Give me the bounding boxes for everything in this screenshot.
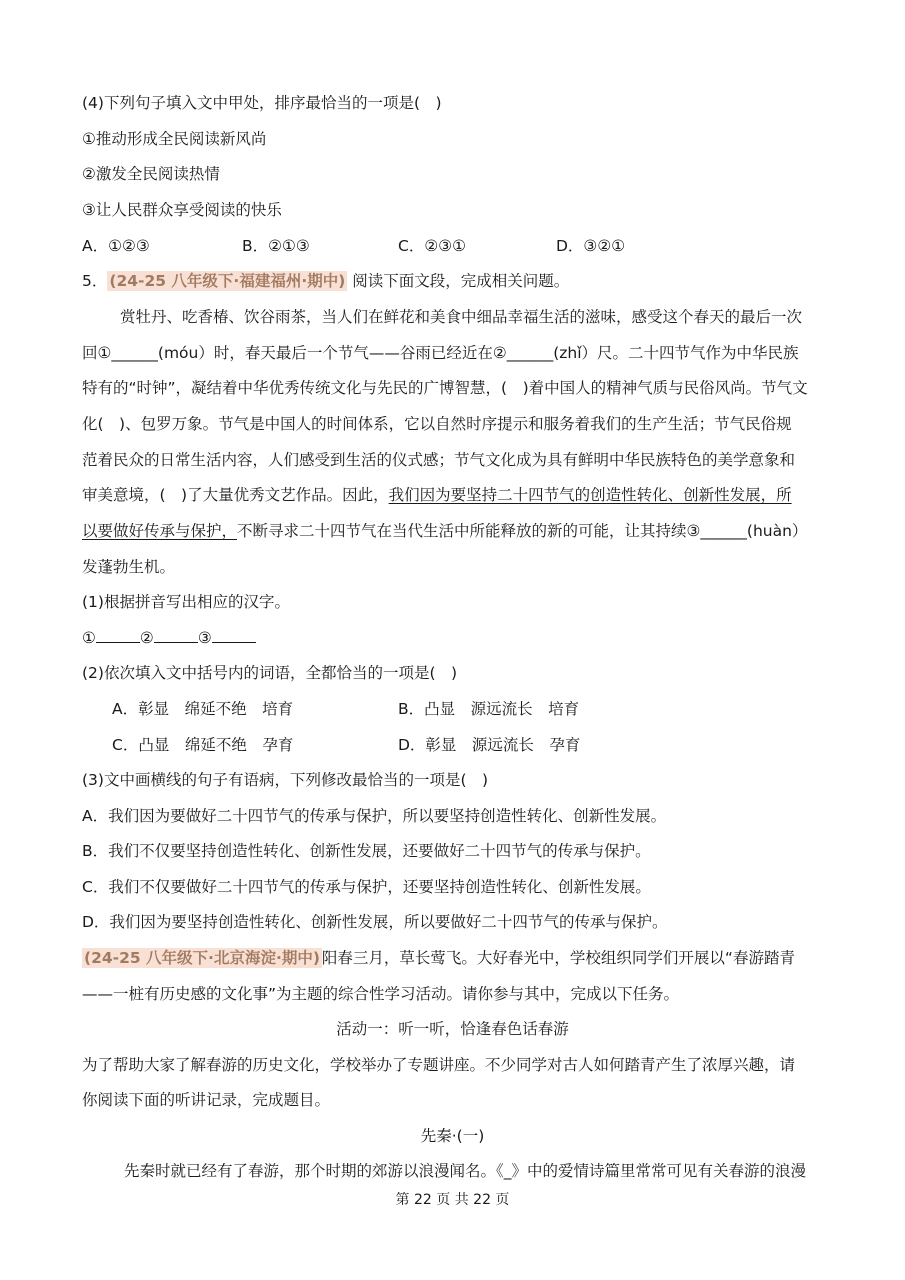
q4-option-c: C．②③①	[398, 237, 467, 255]
page-footer: 第 22 页 共 22 页	[395, 1192, 510, 1208]
q5-passage-line-8: 发蓬勃生机。	[82, 558, 176, 576]
q4-option-a: A．①②③	[82, 237, 150, 255]
q5-passage-line-2: 回①______(móu）时，春天最后一个节气——谷雨已经近在②______(zhǐ）尺。二十四节气作为中华民族	[82, 344, 799, 362]
q5-passage-line-7-text: 不断寻求二十四节气在当代生活中所能释放的新的可能，让其持续③______(huàn）	[237, 522, 808, 540]
answer-blank-1[interactable]	[96, 628, 140, 643]
q5-sub3-option-c: C．我们不仅要做好二十四节气的传承与保护，还要坚持创造性转化、创新性发展。	[82, 878, 651, 896]
underlined-sentence-part-1: 我们因为要坚持二十四节气的创造性转化、创新性发展，所	[388, 486, 792, 504]
q4-stem: (4)下列句子填入文中甲处，排序最恰当的一项是( )	[82, 94, 442, 112]
q5-passage-line-3: 特有的“时钟”，凝结着中华优秀传统文化与先民的广博智慧，( )着中国人的精神气质与民俗风尚。节气文	[82, 379, 808, 397]
q5-sub2-option-a: A．彰显 绵延不绝 培育	[112, 700, 294, 718]
activity-text-line-1: 为了帮助大家了解春游的历史文化，学校举办了专题讲座。不少同学对古人如何踏青产生了浓厚兴趣，请	[82, 1056, 796, 1074]
blank-3-mark: ③	[197, 629, 212, 647]
q4-item-2: ②激发全民阅读热情	[82, 165, 220, 183]
answer-blank-2[interactable]	[154, 628, 198, 643]
q5-passage-line-7	[82, 520, 807, 542]
q6-intro-text-1: 阳春三月，草长莺飞。大好春光中，学校组织同学们开展以“春游踏青	[321, 949, 795, 967]
activity-title: 活动一：听一听，恰逢春色话春游	[336, 1020, 569, 1038]
q4-item-1: ①推动形成全民阅读新风尚	[82, 130, 267, 148]
q5-passage-line-5: 范着民众的日常生活内容，人们感受到生活的仪式感；节气文化成为具有鲜明中华民族特色的美学意象和	[82, 451, 796, 469]
q4-option-d: D．③②①	[556, 237, 626, 255]
blank-2-mark: ②	[139, 629, 154, 647]
q5-header	[82, 270, 569, 292]
activity-text-line-2: 你阅读下面的听讲记录，完成题目。	[82, 1091, 331, 1109]
q6-source-tag: (24-25 八年级下·北京海淀·期中)	[84, 949, 320, 967]
q5-sub3-option-b: B．我们不仅要坚持创造性转化、创新性发展，还要做好二十四节气的传承与保护。	[82, 842, 651, 860]
q5-sub2-option-b: B．凸显 源远流长 培育	[398, 700, 580, 718]
q5-sub3-option-a: A．我们因为要做好二十四节气的传承与保护，所以要坚持创造性转化、创新性发展。	[82, 807, 667, 825]
q5-passage-line-6-text: 审美意境，( )了大量优秀文艺作品。因此，	[82, 486, 389, 504]
answer-blank-3[interactable]	[212, 628, 256, 643]
q5-number: 5．	[82, 272, 108, 290]
q6-intro-line-1	[82, 947, 795, 969]
q5-source-tag: (24-25 八年级下·福建福州·期中)	[109, 272, 346, 290]
q5-sub2-option-d: D．彰显 源远流长 孕育	[398, 736, 581, 754]
q5-sub3-option-d: D．我们因为要坚持创造性转化、创新性发展，所以要做好二十四节气的传承与保护。	[82, 913, 668, 931]
q6-intro-line-2: ——一桩有历史感的文化事”为主题的综合性学习活动。请你参与其中，完成以下任务。	[82, 985, 680, 1003]
section-title: 先秦·(一)	[420, 1127, 485, 1145]
q5-sub1-stem: (1)根据拼音写出相应的汉字。	[82, 593, 290, 611]
q5-sub2-stem: (2)依次填入文中括号内的词语，全都恰当的一项是( )	[82, 664, 458, 682]
q5-sub3-stem: (3)文中画横线的句子有语病，下列修改最恰当的一项是( )	[82, 771, 489, 789]
q5-instruction: 阅读下面文段，完成相关问题。	[352, 272, 570, 290]
q5-passage-line-4: 化( )、包罗万象。节气是中国人的时间体系，它以自然时序提示和服务着我们的生产生活；节气民俗规	[82, 415, 792, 433]
q5-passage-line-6	[82, 484, 792, 506]
underlined-sentence-part-2: 以要做好传承与保护，	[82, 522, 238, 540]
blank-1-mark: ①	[82, 629, 96, 647]
q4-option-b: B．②①③	[242, 237, 310, 255]
section-text: 先秦时就已经有了春游，那个时期的郊游以浪漫闻名。《_》中的爱情诗篇里常常可见有关春游的浪漫	[124, 1162, 807, 1180]
q4-item-3: ③让人民群众享受阅读的快乐	[82, 201, 282, 219]
q5-sub1-blanks	[82, 627, 256, 649]
q5-sub2-option-c: C．凸显 绵延不绝 孕育	[112, 736, 294, 754]
q5-passage-line-1: 赏牡丹、吃香椿、饮谷雨茶，当人们在鲜花和美食中细品幸福生活的滋味，感受这个春天的最后一次	[120, 308, 803, 326]
